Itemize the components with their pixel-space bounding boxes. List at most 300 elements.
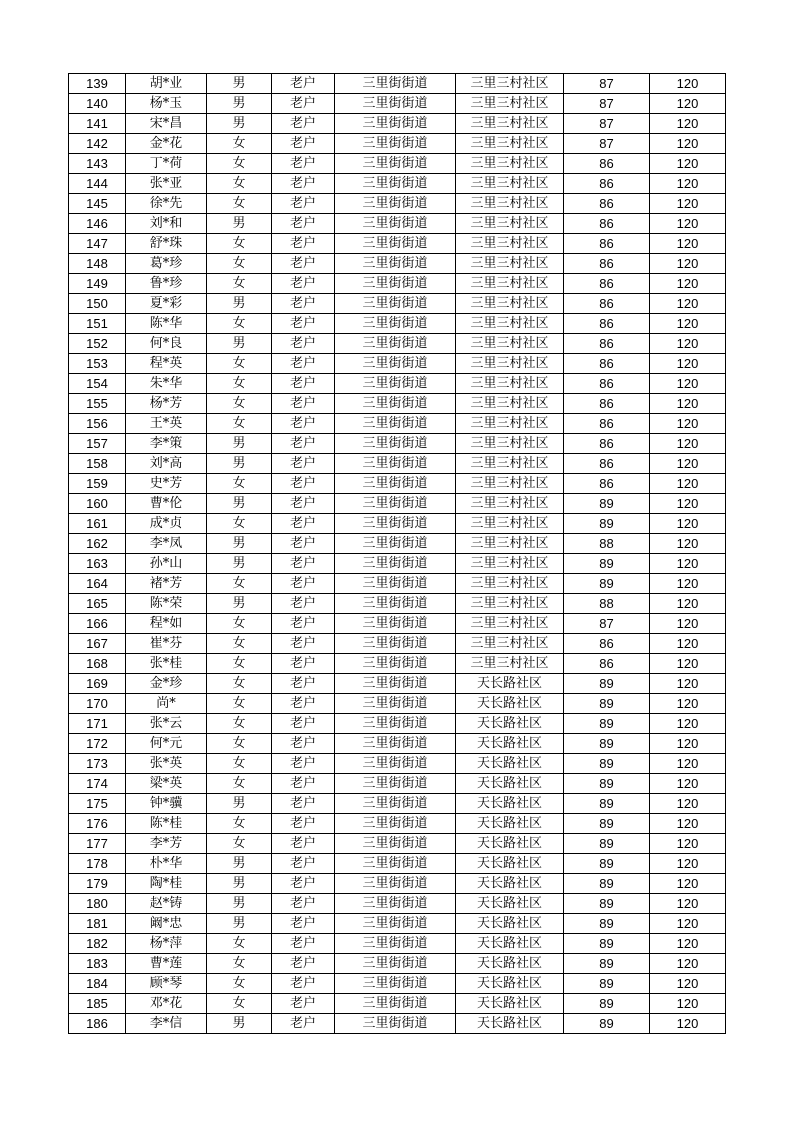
- cell-age: 89: [564, 794, 650, 814]
- table-row: [69, 394, 726, 414]
- cell-gender: 男: [207, 434, 272, 454]
- cell-name: 陈*华: [126, 314, 207, 334]
- table-row: [69, 194, 726, 214]
- cell-gender: 男: [207, 214, 272, 234]
- table-row: [69, 774, 726, 794]
- cell-name: 褚*芳: [126, 574, 207, 594]
- cell-age: 89: [564, 714, 650, 734]
- cell-name: 葛*珍: [126, 254, 207, 274]
- cell-subdistrict: 三里街街道: [335, 814, 456, 834]
- cell-age: 87: [564, 114, 650, 134]
- cell-row-number: 161: [69, 514, 126, 534]
- cell-community: 三里三村社区: [456, 394, 564, 414]
- cell-household-type: 老户: [272, 174, 335, 194]
- cell-row-number: 170: [69, 694, 126, 714]
- cell-amount: 120: [650, 414, 726, 434]
- cell-amount: 120: [650, 74, 726, 94]
- cell-household-type: 老户: [272, 754, 335, 774]
- table-row: [69, 914, 726, 934]
- cell-community: 三里三村社区: [456, 314, 564, 334]
- cell-row-number: 154: [69, 374, 126, 394]
- cell-household-type: 老户: [272, 274, 335, 294]
- cell-community: 天长路社区: [456, 874, 564, 894]
- cell-subdistrict: 三里街街道: [335, 634, 456, 654]
- cell-row-number: 146: [69, 214, 126, 234]
- cell-amount: 120: [650, 934, 726, 954]
- cell-subdistrict: 三里街街道: [335, 834, 456, 854]
- cell-community: 天长路社区: [456, 954, 564, 974]
- cell-household-type: 老户: [272, 114, 335, 134]
- cell-community: 三里三村社区: [456, 334, 564, 354]
- cell-subdistrict: 三里街街道: [335, 414, 456, 434]
- cell-household-type: 老户: [272, 914, 335, 934]
- cell-name: 李*信: [126, 1014, 207, 1034]
- cell-gender: 男: [207, 794, 272, 814]
- cell-age: 86: [564, 234, 650, 254]
- cell-household-type: 老户: [272, 954, 335, 974]
- cell-amount: 120: [650, 534, 726, 554]
- cell-gender: 男: [207, 554, 272, 574]
- cell-community: 三里三村社区: [456, 194, 564, 214]
- cell-row-number: 182: [69, 934, 126, 954]
- cell-subdistrict: 三里街街道: [335, 494, 456, 514]
- cell-gender: 女: [207, 394, 272, 414]
- cell-amount: 120: [650, 594, 726, 614]
- cell-gender: 女: [207, 714, 272, 734]
- cell-age: 86: [564, 154, 650, 174]
- cell-household-type: 老户: [272, 574, 335, 594]
- cell-community: 天长路社区: [456, 754, 564, 774]
- cell-community: 天长路社区: [456, 714, 564, 734]
- cell-household-type: 老户: [272, 974, 335, 994]
- cell-household-type: 老户: [272, 734, 335, 754]
- cell-subdistrict: 三里街街道: [335, 94, 456, 114]
- cell-name: 宋*昌: [126, 114, 207, 134]
- cell-gender: 女: [207, 614, 272, 634]
- cell-age: 87: [564, 134, 650, 154]
- cell-row-number: 167: [69, 634, 126, 654]
- table-row: [69, 514, 726, 534]
- cell-subdistrict: 三里街街道: [335, 314, 456, 334]
- cell-amount: 120: [650, 254, 726, 274]
- cell-subdistrict: 三里街街道: [335, 454, 456, 474]
- cell-subdistrict: 三里街街道: [335, 594, 456, 614]
- cell-subdistrict: 三里街街道: [335, 614, 456, 634]
- cell-row-number: 158: [69, 454, 126, 474]
- table-row: [69, 454, 726, 474]
- cell-name: 曹*莲: [126, 954, 207, 974]
- cell-amount: 120: [650, 894, 726, 914]
- cell-subdistrict: 三里街街道: [335, 254, 456, 274]
- cell-row-number: 171: [69, 714, 126, 734]
- cell-gender: 男: [207, 114, 272, 134]
- cell-amount: 120: [650, 814, 726, 834]
- cell-gender: 女: [207, 754, 272, 774]
- cell-community: 天长路社区: [456, 914, 564, 934]
- table-row: [69, 634, 726, 654]
- table-row: [69, 974, 726, 994]
- cell-name: 孙*山: [126, 554, 207, 574]
- table-row: [69, 834, 726, 854]
- cell-row-number: 142: [69, 134, 126, 154]
- cell-row-number: 152: [69, 334, 126, 354]
- cell-row-number: 185: [69, 994, 126, 1014]
- cell-amount: 120: [650, 694, 726, 714]
- cell-household-type: 老户: [272, 894, 335, 914]
- cell-amount: 120: [650, 654, 726, 674]
- cell-name: 舒*珠: [126, 234, 207, 254]
- table-row: [69, 854, 726, 874]
- table-row: [69, 294, 726, 314]
- cell-subdistrict: 三里街街道: [335, 174, 456, 194]
- cell-gender: 女: [207, 654, 272, 674]
- cell-amount: 120: [650, 874, 726, 894]
- cell-name: 顾*琴: [126, 974, 207, 994]
- roster-table: [68, 73, 726, 1034]
- cell-amount: 120: [650, 134, 726, 154]
- table-row: [69, 614, 726, 634]
- cell-row-number: 173: [69, 754, 126, 774]
- cell-name: 杨*玉: [126, 94, 207, 114]
- cell-community: 三里三村社区: [456, 214, 564, 234]
- cell-community: 三里三村社区: [456, 454, 564, 474]
- cell-age: 86: [564, 414, 650, 434]
- cell-age: 86: [564, 294, 650, 314]
- table-row: [69, 674, 726, 694]
- cell-community: 三里三村社区: [456, 594, 564, 614]
- table-row: [69, 494, 726, 514]
- cell-row-number: 156: [69, 414, 126, 434]
- cell-amount: 120: [650, 494, 726, 514]
- cell-community: 三里三村社区: [456, 654, 564, 674]
- table-row: [69, 994, 726, 1014]
- cell-name: 杨*芳: [126, 394, 207, 414]
- cell-age: 86: [564, 254, 650, 274]
- cell-household-type: 老户: [272, 394, 335, 414]
- cell-community: 三里三村社区: [456, 154, 564, 174]
- cell-household-type: 老户: [272, 654, 335, 674]
- cell-gender: 男: [207, 1014, 272, 1034]
- cell-gender: 男: [207, 94, 272, 114]
- cell-row-number: 140: [69, 94, 126, 114]
- table-row: [69, 1014, 726, 1034]
- cell-community: 三里三村社区: [456, 94, 564, 114]
- cell-subdistrict: 三里街街道: [335, 874, 456, 894]
- cell-name: 刘*高: [126, 454, 207, 474]
- cell-community: 三里三村社区: [456, 574, 564, 594]
- cell-household-type: 老户: [272, 814, 335, 834]
- cell-subdistrict: 三里街街道: [335, 394, 456, 414]
- table-row: [69, 334, 726, 354]
- cell-subdistrict: 三里街街道: [335, 754, 456, 774]
- cell-community: 三里三村社区: [456, 374, 564, 394]
- cell-row-number: 174: [69, 774, 126, 794]
- cell-subdistrict: 三里街街道: [335, 694, 456, 714]
- cell-row-number: 180: [69, 894, 126, 914]
- cell-subdistrict: 三里街街道: [335, 574, 456, 594]
- cell-age: 89: [564, 734, 650, 754]
- cell-gender: 女: [207, 134, 272, 154]
- cell-gender: 女: [207, 154, 272, 174]
- cell-gender: 女: [207, 274, 272, 294]
- cell-age: 89: [564, 974, 650, 994]
- cell-name: 朱*华: [126, 374, 207, 394]
- cell-row-number: 159: [69, 474, 126, 494]
- cell-household-type: 老户: [272, 514, 335, 534]
- cell-community: 天长路社区: [456, 734, 564, 754]
- table-row: [69, 254, 726, 274]
- cell-name: 张*云: [126, 714, 207, 734]
- cell-gender: 男: [207, 594, 272, 614]
- roster-table-body: [69, 74, 726, 1034]
- cell-subdistrict: 三里街街道: [335, 374, 456, 394]
- cell-age: 89: [564, 894, 650, 914]
- cell-name: 胡*业: [126, 74, 207, 94]
- cell-community: 三里三村社区: [456, 514, 564, 534]
- cell-amount: 120: [650, 854, 726, 874]
- cell-name: 程*英: [126, 354, 207, 374]
- cell-name: 陶*桂: [126, 874, 207, 894]
- cell-age: 89: [564, 514, 650, 534]
- cell-row-number: 145: [69, 194, 126, 214]
- table-row: [69, 694, 726, 714]
- cell-household-type: 老户: [272, 134, 335, 154]
- cell-amount: 120: [650, 314, 726, 334]
- cell-gender: 女: [207, 774, 272, 794]
- cell-subdistrict: 三里街街道: [335, 294, 456, 314]
- cell-subdistrict: 三里街街道: [335, 894, 456, 914]
- cell-amount: 120: [650, 614, 726, 634]
- cell-amount: 120: [650, 394, 726, 414]
- cell-row-number: 163: [69, 554, 126, 574]
- cell-subdistrict: 三里街街道: [335, 534, 456, 554]
- cell-amount: 120: [650, 574, 726, 594]
- cell-gender: 女: [207, 954, 272, 974]
- cell-name: 阚*忠: [126, 914, 207, 934]
- cell-age: 88: [564, 594, 650, 614]
- cell-gender: 女: [207, 834, 272, 854]
- cell-age: 89: [564, 494, 650, 514]
- cell-amount: 120: [650, 274, 726, 294]
- cell-household-type: 老户: [272, 454, 335, 474]
- cell-household-type: 老户: [272, 694, 335, 714]
- table-row: [69, 814, 726, 834]
- cell-amount: 120: [650, 954, 726, 974]
- cell-age: 86: [564, 354, 650, 374]
- cell-subdistrict: 三里街街道: [335, 654, 456, 674]
- cell-row-number: 178: [69, 854, 126, 874]
- cell-household-type: 老户: [272, 314, 335, 334]
- cell-community: 天长路社区: [456, 774, 564, 794]
- cell-age: 89: [564, 994, 650, 1014]
- cell-community: 三里三村社区: [456, 174, 564, 194]
- cell-amount: 120: [650, 154, 726, 174]
- cell-household-type: 老户: [272, 254, 335, 274]
- cell-subdistrict: 三里街街道: [335, 434, 456, 454]
- cell-community: 三里三村社区: [456, 254, 564, 274]
- cell-name: 史*芳: [126, 474, 207, 494]
- cell-subdistrict: 三里街街道: [335, 354, 456, 374]
- cell-amount: 120: [650, 674, 726, 694]
- cell-household-type: 老户: [272, 534, 335, 554]
- cell-subdistrict: 三里街街道: [335, 74, 456, 94]
- table-row: [69, 174, 726, 194]
- cell-amount: 120: [650, 374, 726, 394]
- table-row: [69, 574, 726, 594]
- cell-age: 86: [564, 654, 650, 674]
- cell-gender: 男: [207, 854, 272, 874]
- cell-household-type: 老户: [272, 794, 335, 814]
- cell-row-number: 177: [69, 834, 126, 854]
- cell-row-number: 155: [69, 394, 126, 414]
- cell-subdistrict: 三里街街道: [335, 514, 456, 534]
- cell-name: 赵*铸: [126, 894, 207, 914]
- cell-age: 89: [564, 934, 650, 954]
- cell-community: 三里三村社区: [456, 74, 564, 94]
- table-row: [69, 474, 726, 494]
- cell-household-type: 老户: [272, 354, 335, 374]
- cell-age: 86: [564, 274, 650, 294]
- cell-age: 86: [564, 194, 650, 214]
- cell-name: 张*亚: [126, 174, 207, 194]
- cell-row-number: 165: [69, 594, 126, 614]
- cell-gender: 女: [207, 634, 272, 654]
- cell-name: 邓*花: [126, 994, 207, 1014]
- cell-age: 86: [564, 634, 650, 654]
- cell-household-type: 老户: [272, 474, 335, 494]
- cell-name: 程*如: [126, 614, 207, 634]
- cell-community: 三里三村社区: [456, 234, 564, 254]
- cell-community: 三里三村社区: [456, 354, 564, 374]
- cell-age: 87: [564, 614, 650, 634]
- cell-community: 天长路社区: [456, 974, 564, 994]
- cell-row-number: 179: [69, 874, 126, 894]
- cell-name: 杨*萍: [126, 934, 207, 954]
- cell-community: 三里三村社区: [456, 434, 564, 454]
- table-row: [69, 554, 726, 574]
- cell-age: 89: [564, 774, 650, 794]
- table-row: [69, 894, 726, 914]
- cell-amount: 120: [650, 994, 726, 1014]
- cell-subdistrict: 三里街街道: [335, 734, 456, 754]
- cell-gender: 女: [207, 514, 272, 534]
- cell-name: 钟*骥: [126, 794, 207, 814]
- cell-household-type: 老户: [272, 854, 335, 874]
- cell-name: 陈*桂: [126, 814, 207, 834]
- cell-subdistrict: 三里街街道: [335, 154, 456, 174]
- cell-age: 89: [564, 1014, 650, 1034]
- table-row: [69, 874, 726, 894]
- cell-name: 尚*: [126, 694, 207, 714]
- table-row: [69, 314, 726, 334]
- table-row: [69, 954, 726, 974]
- cell-community: 天长路社区: [456, 834, 564, 854]
- cell-subdistrict: 三里街街道: [335, 674, 456, 694]
- cell-gender: 女: [207, 194, 272, 214]
- cell-community: 天长路社区: [456, 694, 564, 714]
- cell-community: 三里三村社区: [456, 474, 564, 494]
- cell-gender: 男: [207, 534, 272, 554]
- cell-row-number: 153: [69, 354, 126, 374]
- cell-amount: 120: [650, 294, 726, 314]
- cell-subdistrict: 三里街街道: [335, 954, 456, 974]
- cell-row-number: 160: [69, 494, 126, 514]
- cell-amount: 120: [650, 94, 726, 114]
- cell-amount: 120: [650, 514, 726, 534]
- cell-gender: 女: [207, 994, 272, 1014]
- cell-name: 李*凤: [126, 534, 207, 554]
- cell-subdistrict: 三里街街道: [335, 914, 456, 934]
- cell-name: 刘*和: [126, 214, 207, 234]
- table-row: [69, 114, 726, 134]
- cell-amount: 120: [650, 174, 726, 194]
- cell-household-type: 老户: [272, 874, 335, 894]
- cell-age: 86: [564, 394, 650, 414]
- table-row: [69, 354, 726, 374]
- cell-age: 86: [564, 454, 650, 474]
- cell-community: 天长路社区: [456, 854, 564, 874]
- cell-name: 金*珍: [126, 674, 207, 694]
- table-row: [69, 234, 726, 254]
- cell-household-type: 老户: [272, 934, 335, 954]
- table-row: [69, 274, 726, 294]
- cell-gender: 男: [207, 334, 272, 354]
- cell-name: 金*花: [126, 134, 207, 154]
- cell-subdistrict: 三里街街道: [335, 794, 456, 814]
- cell-subdistrict: 三里街街道: [335, 934, 456, 954]
- cell-gender: 男: [207, 74, 272, 94]
- cell-amount: 120: [650, 1014, 726, 1034]
- cell-household-type: 老户: [272, 94, 335, 114]
- cell-subdistrict: 三里街街道: [335, 214, 456, 234]
- cell-subdistrict: 三里街街道: [335, 554, 456, 574]
- cell-row-number: 150: [69, 294, 126, 314]
- cell-name: 何*元: [126, 734, 207, 754]
- cell-household-type: 老户: [272, 194, 335, 214]
- cell-gender: 男: [207, 454, 272, 474]
- cell-gender: 男: [207, 294, 272, 314]
- cell-household-type: 老户: [272, 714, 335, 734]
- cell-age: 86: [564, 174, 650, 194]
- cell-age: 89: [564, 694, 650, 714]
- cell-name: 张*桂: [126, 654, 207, 674]
- cell-gender: 女: [207, 474, 272, 494]
- table-row: [69, 154, 726, 174]
- cell-amount: 120: [650, 554, 726, 574]
- cell-community: 天长路社区: [456, 894, 564, 914]
- cell-household-type: 老户: [272, 154, 335, 174]
- cell-community: 三里三村社区: [456, 614, 564, 634]
- cell-community: 天长路社区: [456, 994, 564, 1014]
- cell-amount: 120: [650, 834, 726, 854]
- table-row: [69, 534, 726, 554]
- cell-community: 三里三村社区: [456, 414, 564, 434]
- cell-subdistrict: 三里街街道: [335, 474, 456, 494]
- cell-amount: 120: [650, 754, 726, 774]
- cell-gender: 女: [207, 974, 272, 994]
- cell-amount: 120: [650, 214, 726, 234]
- cell-name: 朴*华: [126, 854, 207, 874]
- cell-row-number: 157: [69, 434, 126, 454]
- cell-subdistrict: 三里街街道: [335, 994, 456, 1014]
- table-row: [69, 654, 726, 674]
- table-row: [69, 794, 726, 814]
- cell-row-number: 147: [69, 234, 126, 254]
- cell-community: 天长路社区: [456, 794, 564, 814]
- cell-row-number: 144: [69, 174, 126, 194]
- cell-subdistrict: 三里街街道: [335, 974, 456, 994]
- cell-row-number: 176: [69, 814, 126, 834]
